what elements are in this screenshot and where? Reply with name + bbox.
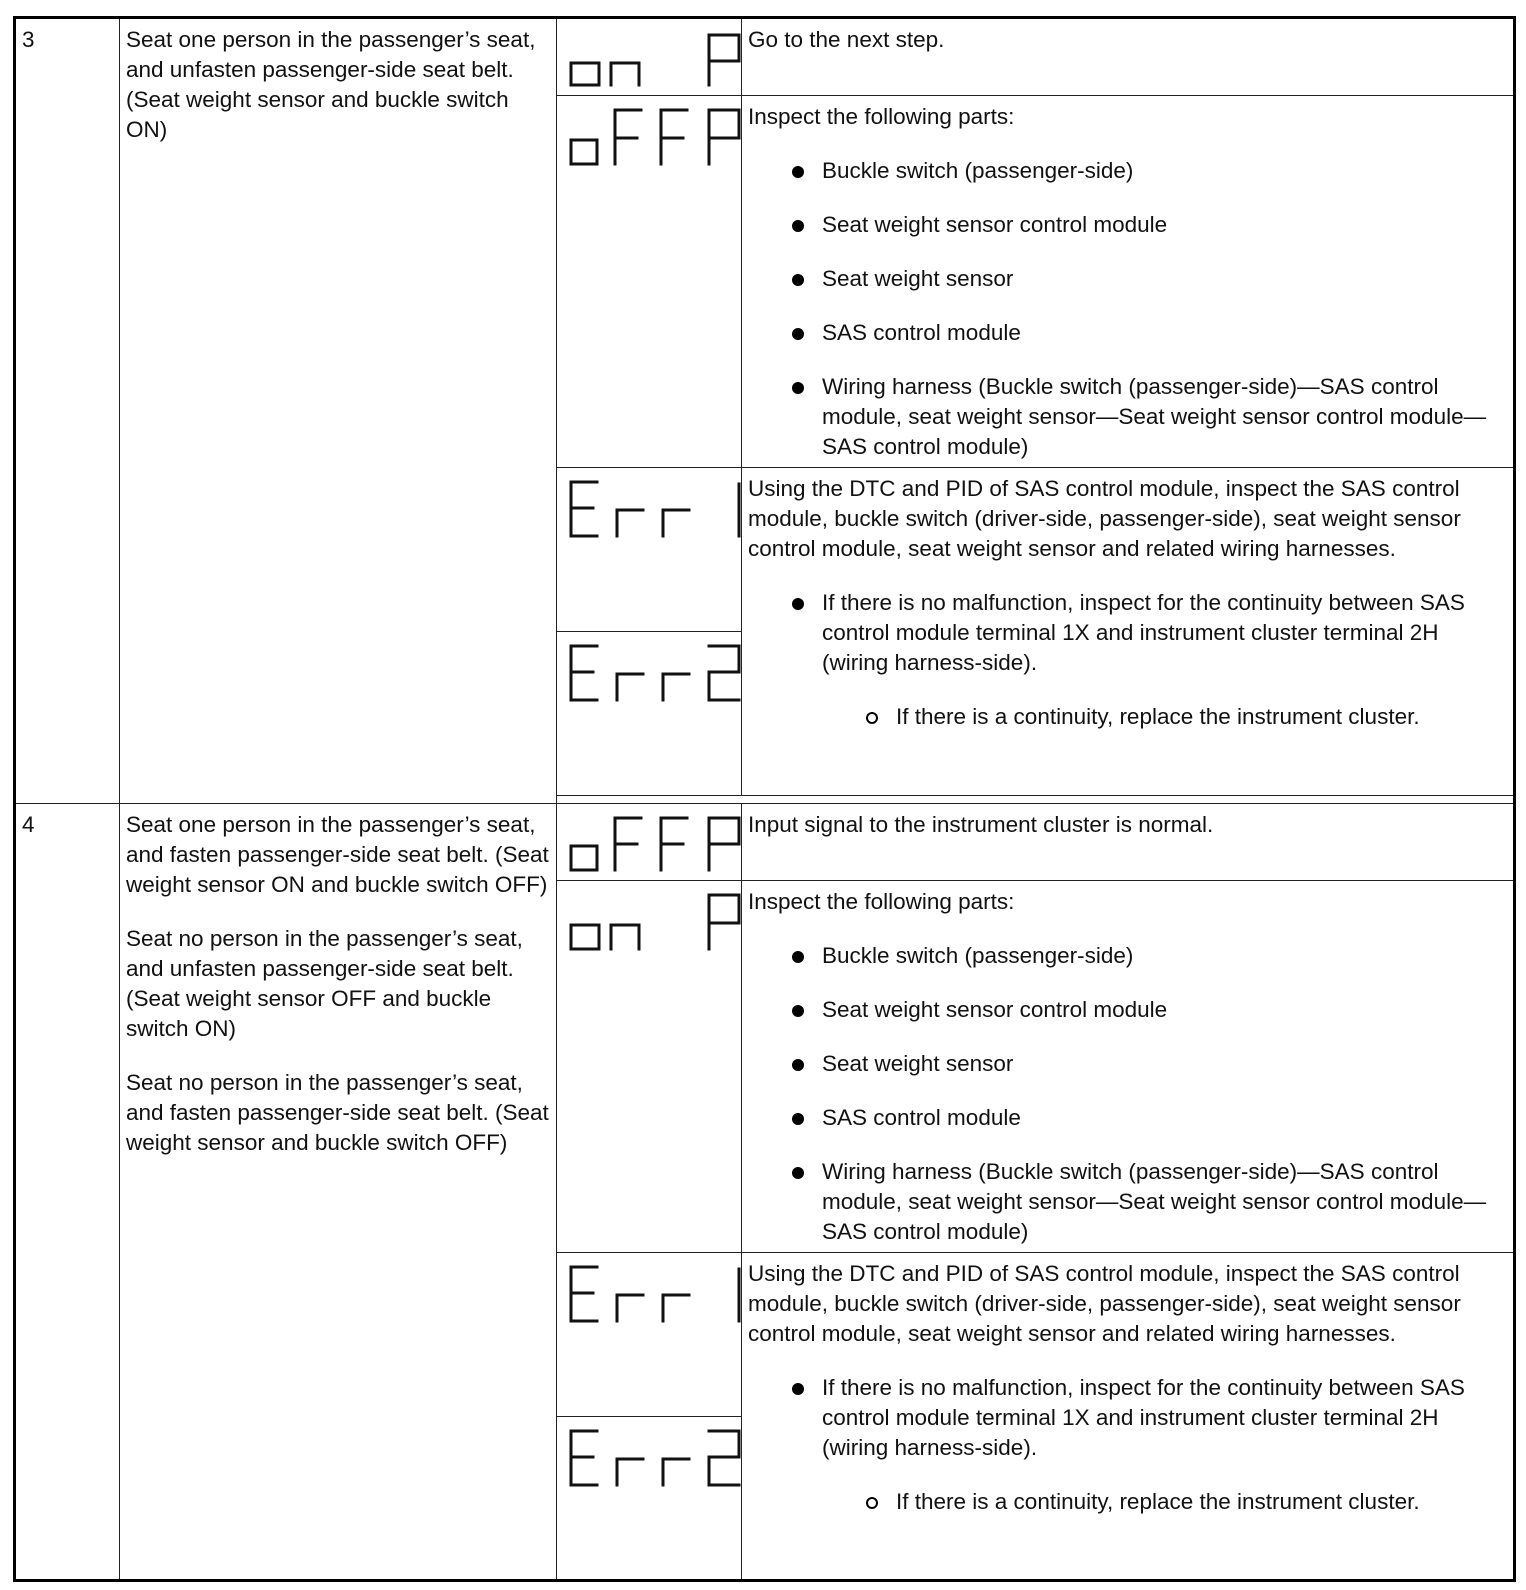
seven-segment-err2 — [563, 1423, 743, 1493]
procedure-list — [748, 1373, 1507, 1517]
lcd-display-err1 — [557, 1253, 742, 1417]
sub-list — [822, 702, 1507, 732]
lcd-display-err2 — [557, 1417, 742, 1581]
condition-text: Seat no person in the passenger’s seat, and unfasten passenger-side seat belt. (Seat weight sensor OFF and buckle switch ON) — [126, 926, 523, 1041]
outcome-action — [742, 96, 1515, 468]
seven-segment-off-p — [563, 102, 743, 172]
lcd-display-on-p — [557, 881, 742, 1253]
seven-segment-on-p — [563, 25, 743, 91]
seven-segment-err1 — [563, 1259, 743, 1329]
seven-segment-on-p — [563, 887, 743, 957]
outcome-action — [742, 468, 1515, 796]
lcd-display-err1 — [557, 468, 742, 632]
action-lead: Inspect the following parts: — [748, 889, 1015, 914]
lcd-display-off-p — [557, 96, 742, 468]
diagnostic-table — [13, 16, 1516, 1582]
list-item: Seat weight sensor control module — [748, 995, 1507, 1025]
action-lead: Inspect the following parts: — [748, 104, 1015, 129]
condition-text: Seat one person in the passenger’s seat, and unfasten passenger-side seat belt. (Seat weight sensor and buckle switch ON) — [126, 27, 536, 142]
outcome-action — [742, 881, 1515, 1253]
list-item — [748, 588, 1507, 732]
list-item: SAS control module — [748, 1103, 1507, 1133]
step-condition — [120, 18, 557, 804]
bullet-text: If there is no malfunction, inspect for the continuity between SAS control module terminal 1X and instrument cluster terminal 2H (wiring harness-side). — [822, 1375, 1465, 1460]
step-condition — [120, 804, 557, 1581]
condition-text: Seat one person in the passenger’s seat, and fasten passenger-side seat belt. (Seat weight sensor ON and buckle switch OFF) — [126, 812, 549, 897]
lcd-display-err2 — [557, 632, 742, 796]
action-text: Input signal to the instrument cluster is normal. — [748, 812, 1214, 837]
lcd-display-off-p — [557, 804, 742, 881]
inspection-list — [748, 156, 1507, 462]
condition-text: Seat no person in the passenger’s seat, and fasten passenger-side seat belt. (Seat weight sensor and buckle switch OFF) — [126, 1070, 549, 1155]
procedure-list — [748, 588, 1507, 732]
sub-list — [822, 1487, 1507, 1517]
sub-list-item: If there is a continuity, replace the instrument cluster. — [822, 702, 1507, 732]
sub-list-item: If there is a continuity, replace the instrument cluster. — [822, 1487, 1507, 1517]
list-item: Buckle switch (passenger-side) — [748, 156, 1507, 186]
seven-segment-err1 — [563, 474, 743, 544]
table-row — [15, 18, 1515, 96]
bullet-text: If there is no malfunction, inspect for the continuity between SAS control module terminal 1X and instrument cluster terminal 2H (wiring harness-side). — [822, 590, 1465, 675]
list-item: Wiring harness (Buckle switch (passenger-side)—SAS control module, seat weight sensor—Seat weight sensor control module—SAS control module) — [748, 1157, 1507, 1247]
list-item: Seat weight sensor — [748, 264, 1507, 294]
action-text: Go to the next step. — [748, 27, 945, 52]
seven-segment-off-p — [563, 810, 743, 876]
action-lead: Using the DTC and PID of SAS control module, inspect the SAS control module, buckle switch (driver-side, passenger-side), seat weight sensor control module, seat weight sensor and related wiring harnesses. — [748, 476, 1461, 561]
list-item — [748, 1373, 1507, 1517]
lcd-display-on-p — [557, 18, 742, 96]
inspection-list — [748, 941, 1507, 1247]
list-item: Buckle switch (passenger-side) — [748, 941, 1507, 971]
seven-segment-err2 — [563, 638, 743, 708]
list-item: Wiring harness (Buckle switch (passenger-side)—SAS control module, seat weight sensor—Seat weight sensor control module—SAS control module) — [748, 372, 1507, 462]
outcome-action — [742, 18, 1515, 96]
action-lead: Using the DTC and PID of SAS control module, inspect the SAS control module, buckle switch (driver-side, passenger-side), seat weight sensor control module, seat weight sensor and related wiring harnesses. — [748, 1261, 1461, 1346]
list-item: SAS control module — [748, 318, 1507, 348]
outcome-action — [742, 804, 1515, 881]
step-number: 3 — [15, 18, 120, 804]
step-number: 4 — [15, 804, 120, 1581]
outcome-action — [742, 1253, 1515, 1581]
list-item: Seat weight sensor control module — [748, 210, 1507, 240]
table-row — [15, 804, 1515, 881]
list-item: Seat weight sensor — [748, 1049, 1507, 1079]
